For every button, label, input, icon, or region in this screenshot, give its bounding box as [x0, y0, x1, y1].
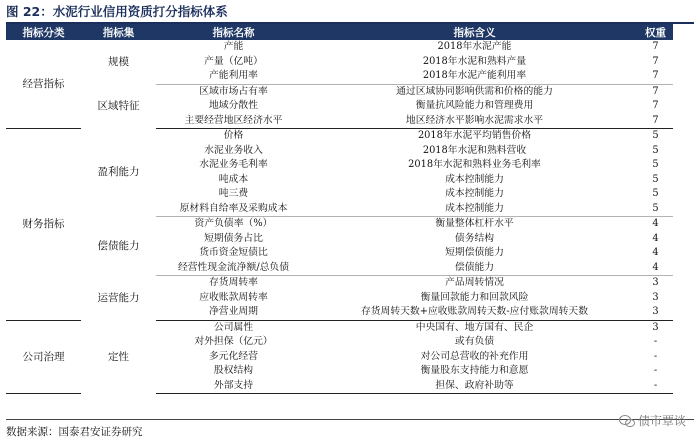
indicator-meaning-cell: 通过区域协同影响供需和价格的能力	[396, 85, 553, 97]
weight-cell: 3	[652, 277, 659, 288]
table-row	[6, 276, 673, 291]
weight-cell: 5	[652, 159, 659, 170]
bottom-rule	[6, 419, 694, 420]
indicator-name-cell: 水泥业务毛利率	[199, 159, 268, 170]
weight-cell: 4	[652, 218, 659, 229]
table-row	[6, 320, 673, 335]
weight-cell: 5	[652, 173, 659, 185]
indicator-meaning-cell: 存货周转天数+应收账款周转天数-应付账款周转天数	[311, 305, 638, 320]
weight-cell: 5	[652, 144, 659, 156]
indicator-meaning-cell: 成本控制能力	[445, 173, 504, 185]
indicator-meaning-cell: 中央国有、地方国有、民企	[415, 321, 534, 333]
weight-cell: 3	[638, 305, 673, 320]
indicator-set-cell: 区域特征	[97, 100, 140, 112]
indicator-name-cell: 主要经营地区经济水平	[156, 114, 311, 129]
indicator-set-cell: 规模	[108, 55, 129, 68]
indicator-meaning-cell: 地区经济水平影响水泥需求水平	[311, 114, 638, 129]
weight-cell: 7	[652, 85, 659, 97]
indicator-set-cell: 偿债能力	[97, 239, 140, 252]
indicator-name-cell: 多元化经营	[209, 350, 258, 362]
indicator-meaning-cell: 2018年水泥平均销售价格	[417, 130, 532, 141]
indicator-meaning-cell: 衡量整体杠杆水平	[435, 218, 514, 229]
indicator-meaning-cell: 2018年水泥产能	[437, 41, 512, 52]
indicator-name-cell: 区域市场占有率	[199, 85, 268, 97]
indicator-name-cell: 股权结构	[213, 365, 254, 376]
indicator-name-cell: 吨三费	[218, 188, 249, 199]
weight-cell: 7	[638, 114, 673, 129]
header-weight: 权重	[638, 24, 673, 40]
category-cell: 经营指标	[6, 40, 81, 129]
indicator-set-cell: 定性	[108, 350, 129, 363]
weight-cell: 3	[652, 291, 659, 303]
watermark	[619, 412, 686, 429]
weight-cell: -	[638, 379, 673, 394]
indicator-name-cell: 经营性现金流净额/总负债	[156, 261, 311, 276]
header-name: 指标名称	[156, 24, 311, 40]
indicator-name-cell: 地域分散性	[209, 100, 258, 111]
indicator-name-cell: 产能	[223, 41, 244, 52]
weight-cell: 7	[638, 69, 673, 84]
header-category: 指标分类	[6, 24, 81, 40]
indicator-name-cell: 价格	[223, 130, 244, 141]
weight-cell: -	[653, 350, 658, 362]
watermark-text: 债市覃谈	[637, 414, 686, 428]
indicator-name-cell: 吨成本	[218, 173, 249, 185]
indicator-name-cell: 水泥业务收入	[204, 144, 263, 156]
indicator-name-cell: 产能利用率	[156, 69, 311, 84]
indicator-table	[6, 24, 673, 394]
indicator-name-cell: 存货周转率	[209, 277, 258, 288]
table-row	[6, 40, 673, 55]
wechat-icon	[619, 414, 635, 428]
table-body	[6, 40, 673, 394]
weight-cell: 4	[652, 232, 659, 244]
indicator-name-cell: 净营业周期	[156, 305, 311, 320]
weight-cell: 7	[652, 100, 659, 111]
indicator-name-cell: 应收账款周转率	[199, 291, 268, 303]
category-cell: 公司治理	[6, 320, 81, 394]
indicator-name-cell: 原材料自给率及采购成本	[156, 202, 311, 217]
indicator-meaning-cell: 偿债能力	[311, 261, 638, 276]
indicator-meaning-cell: 担保、政府补助等	[311, 379, 638, 394]
indicator-name-cell: 货币资金短债比	[199, 247, 268, 258]
indicator-set-cell: 盈利能力	[97, 166, 140, 179]
weight-cell: 7	[652, 55, 659, 67]
weight-cell: 5	[638, 202, 673, 217]
weight-cell: 5	[652, 188, 659, 199]
header-set: 指标集	[81, 24, 156, 40]
indicator-meaning-cell: 产品周转情况	[445, 277, 504, 288]
category-cell: 财务指标	[6, 129, 81, 321]
indicator-meaning-cell: 对公司总营收的补充作用	[420, 350, 529, 362]
source-note: 数据来源：国泰君安证券研究	[6, 426, 143, 438]
weight-cell: -	[653, 336, 658, 347]
indicator-meaning-cell: 2018年水泥和熟料业务毛利率	[408, 159, 541, 170]
table-header-row	[6, 24, 673, 40]
weight-cell: 5	[652, 130, 659, 141]
indicator-name-cell: 公司属性	[213, 321, 254, 333]
weight-cell: 7	[652, 41, 659, 52]
indicator-meaning-cell: 成本控制能力	[445, 188, 504, 199]
indicator-name-cell: 短期债务占比	[204, 232, 263, 244]
table-row	[6, 217, 673, 232]
weight-cell: -	[653, 365, 658, 376]
indicator-meaning-cell: 2018年水泥和熟料产量	[422, 55, 527, 67]
indicator-meaning-cell: 短期偿债能力	[445, 247, 504, 258]
indicator-name-cell: 资产负债率（%）	[194, 218, 273, 229]
indicator-meaning-cell: 成本控制能力	[311, 202, 638, 217]
table-row	[6, 129, 673, 144]
indicator-meaning-cell: 衡量抗风险能力和管理费用	[415, 100, 534, 111]
header-meaning: 指标含义	[311, 24, 638, 40]
indicator-meaning-cell: 债务结构	[454, 232, 495, 244]
indicator-meaning-cell: 2018年水泥产能利用率	[311, 69, 638, 84]
weight-cell: 3	[652, 321, 659, 333]
weight-cell: 4	[638, 261, 673, 276]
indicator-name-cell: 外部支持	[156, 379, 311, 394]
indicator-name-cell: 对外担保（亿元）	[194, 336, 273, 347]
indicator-meaning-cell: 2018年水泥和熟料营收	[422, 144, 527, 156]
indicator-meaning-cell: 衡量股东支持能力和意愿	[420, 365, 529, 376]
indicator-set-cell: 运营能力	[97, 291, 140, 304]
figure-title: 图 22：水泥行业信用资质打分指标体系	[6, 4, 228, 19]
weight-cell: 4	[652, 247, 659, 258]
indicator-meaning-cell: 或有负债	[454, 336, 495, 347]
table-row	[6, 84, 673, 99]
indicator-name-cell: 产量（亿吨）	[204, 55, 263, 67]
indicator-meaning-cell: 衡量回款能力和回款风险	[420, 291, 529, 303]
